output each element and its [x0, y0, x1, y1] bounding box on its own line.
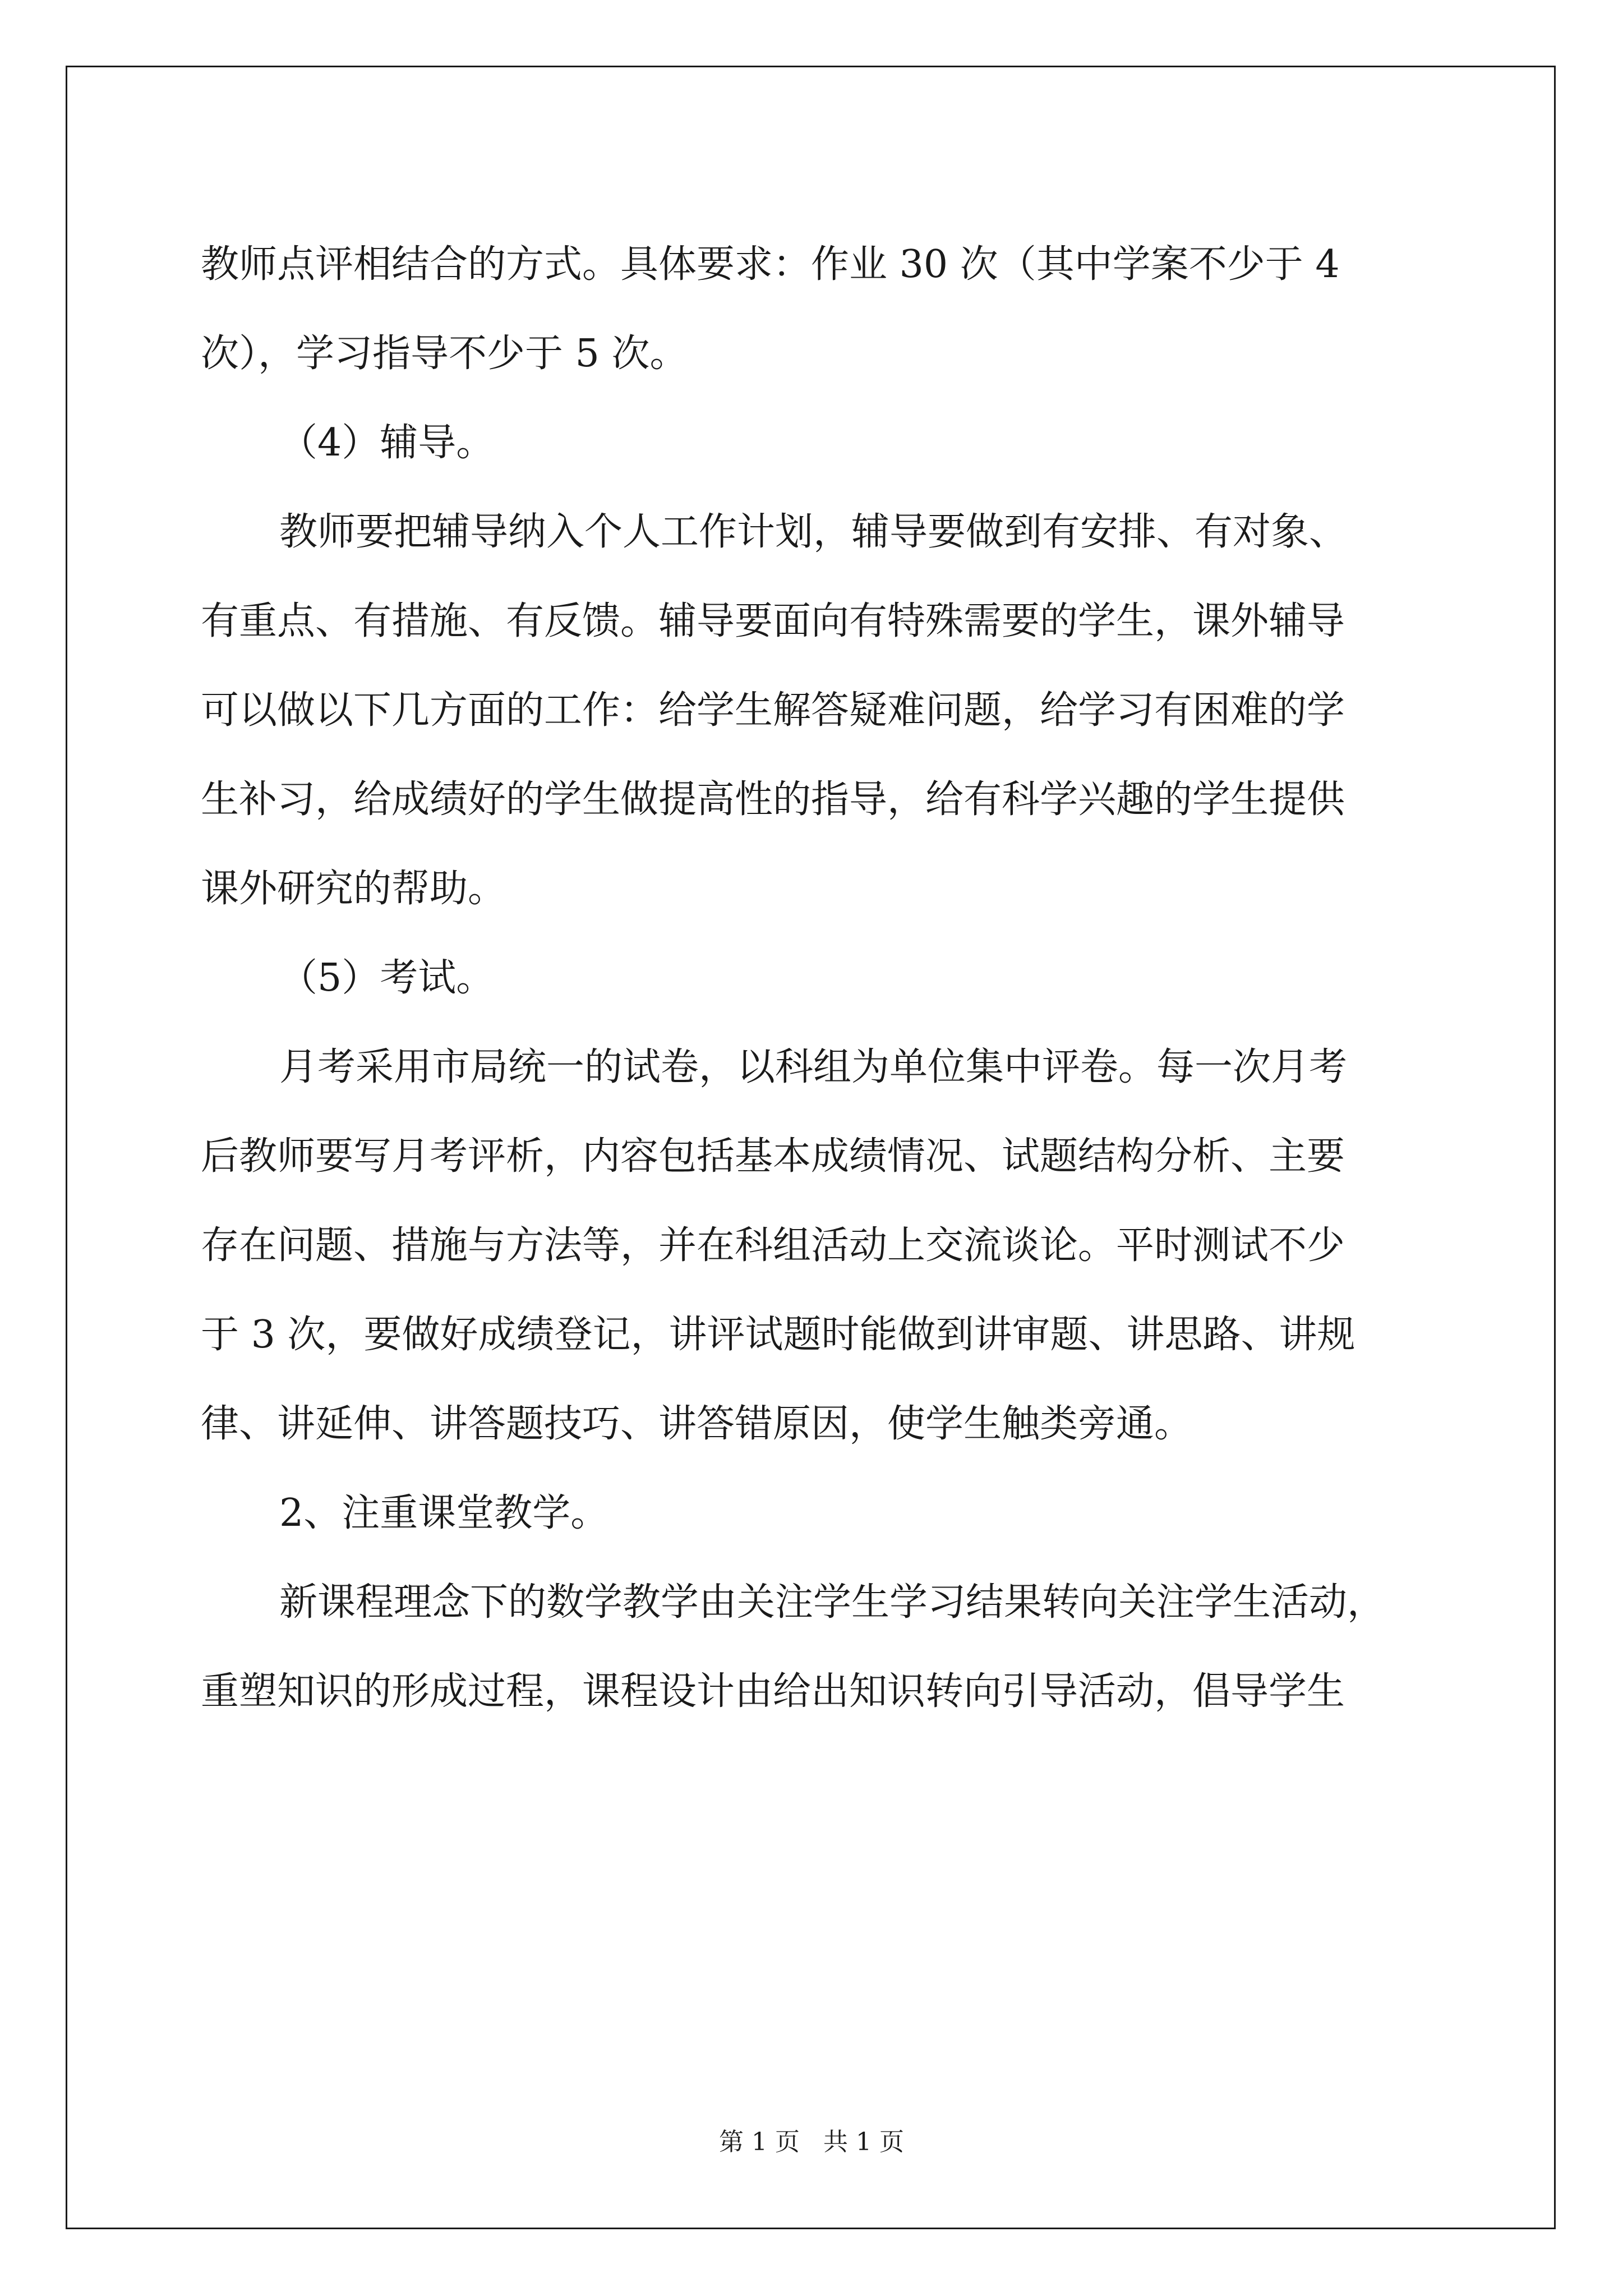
- text-line-4: 教师要把辅导纳入个人工作计划，辅导要做到有安排、有对象、: [279, 510, 1348, 554]
- text-line-2: 次），学习指导不少于 5 次。: [201, 332, 688, 376]
- text-line-6: 可以做以下几方面的工作：给学生解答疑难问题，给学习有困难的学: [201, 688, 1345, 733]
- text-line-11: 后教师要写月考评析，内容包括基本成绩情况、试题结构分析、主要: [201, 1134, 1345, 1179]
- section-heading-4: （4）辅导。: [279, 421, 495, 465]
- section-heading-5: （5）考试。: [279, 956, 495, 1000]
- document-body: [201, 220, 1427, 1736]
- text-line-10: 月考采用市局统一的试卷，以科组为单位集中评卷。每一次月考: [279, 1045, 1348, 1089]
- text-line-14: 律、讲延伸、讲答题技巧、讲答错原因，使学生触类旁通。: [201, 1402, 1193, 1446]
- page-footer: 第 1 页 共 1 页: [719, 2128, 904, 2156]
- text-line-16: 新课程理念下的数学教学由关注学生学习结果转向关注学生活动，: [279, 1580, 1386, 1625]
- text-line-17: 重塑知识的形成过程，课程设计由给出知识转向引导活动，倡导学生: [201, 1669, 1345, 1714]
- text-line-13: 于 3 次，要做好成绩登记，讲评试题时能做到讲审题、讲思路、讲规: [201, 1313, 1355, 1357]
- text-line-12: 存在问题、措施与方法等，并在科组活动上交流谈论。平时测试不少: [201, 1223, 1345, 1268]
- text-line-8: 课外研究的帮助。: [201, 867, 506, 911]
- section-heading-2: 2、注重课堂教学。: [279, 1491, 609, 1535]
- text-line-1: 教师点评相结合的方式。具体要求：作业 30 次（其中学案不少于 4: [201, 242, 1340, 287]
- text-line-7: 生补习，给成绩好的学生做提高性的指导，给有科学兴趣的学生提供: [201, 777, 1345, 822]
- text-line-5: 有重点、有措施、有反馈。辅导要面向有特殊需要的学生，课外辅导: [201, 599, 1345, 643]
